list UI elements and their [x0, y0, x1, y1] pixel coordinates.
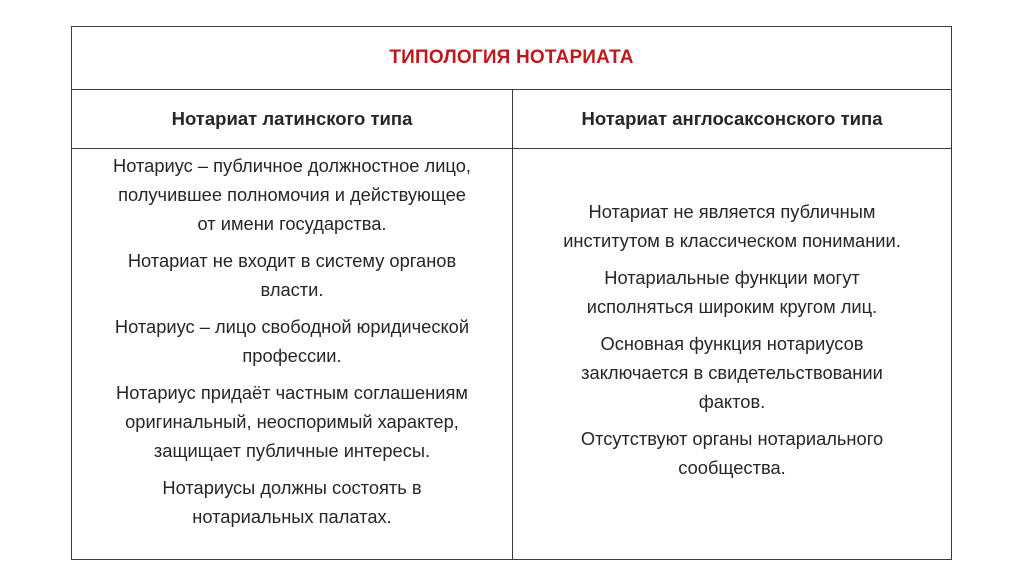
text-line: профессии. [242, 345, 342, 366]
text-line: фактов. [698, 390, 766, 412]
text-line: Нотариат не является публичным [588, 200, 876, 222]
title-row [72, 27, 951, 90]
text-line: Нотариусы должны состоять в [162, 477, 422, 498]
content-row [72, 149, 951, 559]
latin-paragraph [78, 246, 506, 304]
text-line: заключается в свидетельствовании [581, 361, 883, 383]
text-line: защищает публичные интересы. [153, 440, 431, 461]
text-line: от имени государства. [197, 213, 387, 234]
text-line: Нотариус придаёт частным соглашениям [116, 382, 468, 403]
anglo-saxon-type-column [513, 149, 951, 559]
text-line: Нотариат не входит в систему органов [127, 250, 457, 271]
anglo-saxon-paragraph [519, 424, 945, 482]
text-line: Основная функция нотариусов [600, 332, 864, 354]
text-line: Отсутствуют органы нотариального [580, 427, 884, 449]
header-latin-type: Нотариат латинского типа [72, 90, 513, 148]
text-line: оригинальный, неоспоримый характер, [125, 411, 459, 432]
anglo-saxon-paragraph [519, 329, 945, 416]
table-title: ТИПОЛОГИЯ НОТАРИАТА [389, 47, 634, 68]
text-line: исполняться широким кругом лиц. [586, 295, 878, 317]
header-row [72, 90, 951, 149]
typology-table [71, 26, 952, 560]
text-line: получившее полномочия и действующее [118, 184, 466, 205]
latin-paragraph [78, 473, 506, 531]
text-line: Нотариус – публичное должностное лицо, [113, 155, 471, 176]
text-line: власти. [260, 279, 324, 300]
text-line: сообщества. [678, 456, 786, 478]
anglo-saxon-paragraph [519, 263, 945, 321]
latin-paragraph [78, 312, 506, 370]
anglo-saxon-paragraph [519, 197, 945, 255]
latin-type-column [72, 149, 513, 559]
text-line: нотариальных палатах. [192, 506, 392, 527]
latin-paragraph [78, 378, 506, 465]
header-anglo-saxon-type: Нотариат англосаксонского типа [581, 108, 883, 129]
text-line: Нотариальные функции могут [604, 266, 860, 288]
text-line: институтом в классическом понимании. [563, 229, 901, 251]
latin-paragraph [78, 151, 506, 238]
text-line: Нотариус – лицо свободной юридической [114, 316, 470, 337]
